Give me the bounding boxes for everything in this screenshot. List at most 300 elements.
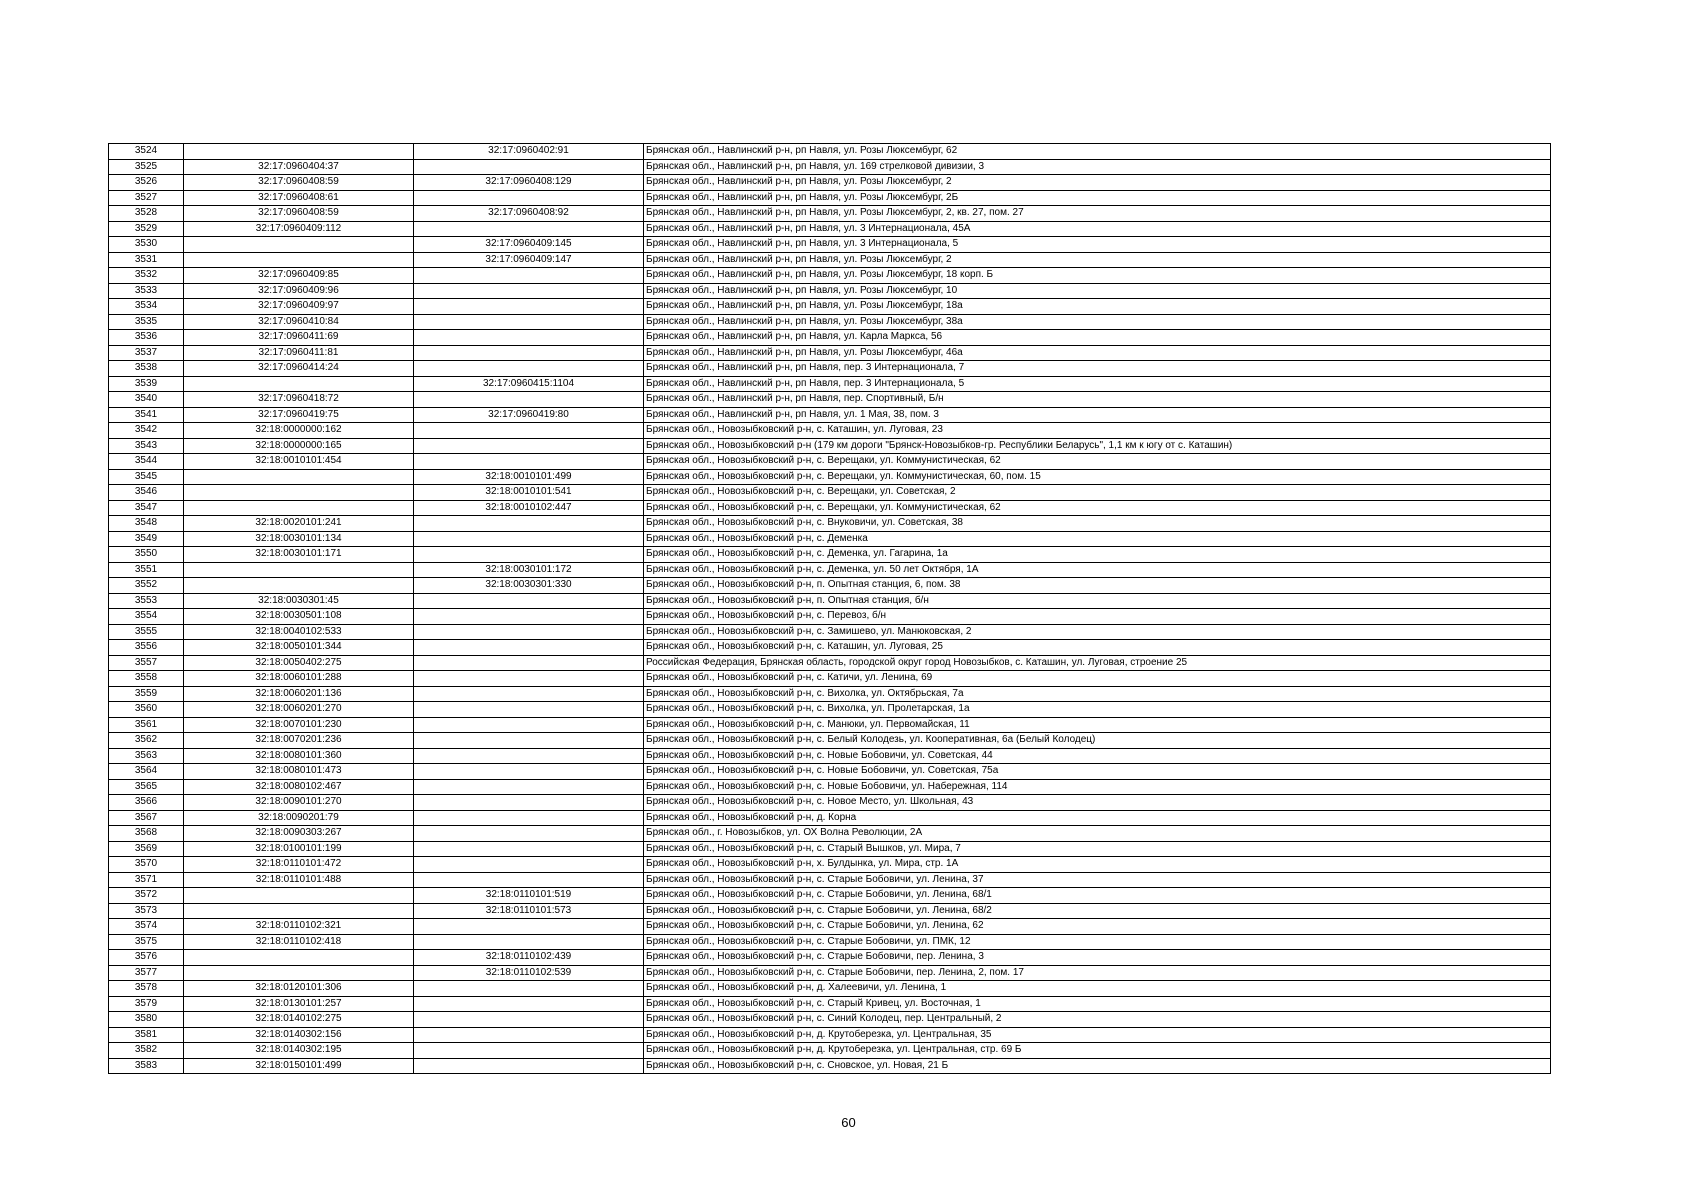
cadastral-number-secondary <box>414 190 644 206</box>
address: Брянская обл., Навлинский р-н, рп Навля, ул. Розы Люксембург, 2, кв. 27, пом. 27 <box>644 206 1551 222</box>
address: Брянская обл., Навлинский р-н, рп Навля, пер. 3 Интернационала, 5 <box>644 376 1551 392</box>
table-row <box>109 268 1551 284</box>
address: Брянская обл., Новозыбковский р-н, п. Опытная станция, 6, пом. 38 <box>644 578 1551 594</box>
cadastral-number-primary: 32:17:0960404:37 <box>184 159 414 175</box>
cadastral-number-primary: 32:18:0030101:171 <box>184 547 414 563</box>
address: Брянская обл., Новозыбковский р-н, д. Крутоберезка, ул. Центральная, стр. 69 Б <box>644 1043 1551 1059</box>
address: Брянская обл., Навлинский р-н, рп Навля, ул. Карла Маркса, 56 <box>644 330 1551 346</box>
row-number: 3554 <box>109 609 184 625</box>
address: Брянская обл., Новозыбковский р-н, с. Замишево, ул. Манюковская, 2 <box>644 624 1551 640</box>
row-number: 3535 <box>109 314 184 330</box>
cadastral-number-primary: 32:18:0000000:165 <box>184 438 414 454</box>
address: Брянская обл., Новозыбковский р-н, п. Опытная станция, б/н <box>644 593 1551 609</box>
cadastral-number-primary <box>184 144 414 160</box>
cadastral-number-secondary <box>414 438 644 454</box>
table-row <box>109 810 1551 826</box>
table-row <box>109 175 1551 191</box>
cadastral-number-primary <box>184 500 414 516</box>
cadastral-number-secondary <box>414 748 644 764</box>
row-number: 3567 <box>109 810 184 826</box>
cadastral-number-secondary <box>414 593 644 609</box>
row-number: 3563 <box>109 748 184 764</box>
page-number: 60 <box>841 1115 856 1130</box>
cadastral-number-secondary: 32:18:0110102:439 <box>414 950 644 966</box>
cadastral-number-secondary <box>414 314 644 330</box>
cadastral-number-secondary <box>414 671 644 687</box>
table-row <box>109 531 1551 547</box>
address: Брянская обл., Навлинский р-н, рп Навля, пер. 3 Интернационала, 7 <box>644 361 1551 377</box>
address: Брянская обл., Навлинский р-н, рп Навля, ул. 3 Интернационала, 5 <box>644 237 1551 253</box>
cadastral-number-secondary <box>414 1012 644 1028</box>
address: Брянская обл., Новозыбковский р-н, с. Старые Бобовичи, пер. Ленина, 3 <box>644 950 1551 966</box>
table-row <box>109 469 1551 485</box>
cadastral-number-secondary <box>414 454 644 470</box>
table-row <box>109 407 1551 423</box>
address: Брянская обл., Навлинский р-н, рп Навля, ул. Розы Люксембург, 18 корп. Б <box>644 268 1551 284</box>
cadastral-number-primary: 32:17:0960418:72 <box>184 392 414 408</box>
cadastral-number-secondary <box>414 345 644 361</box>
cadastral-table <box>108 143 1551 1074</box>
table-row <box>109 826 1551 842</box>
row-number: 3576 <box>109 950 184 966</box>
row-number: 3536 <box>109 330 184 346</box>
address: Брянская обл., Новозыбковский р-н, д. Крутоберезка, ул. Центральная, 35 <box>644 1027 1551 1043</box>
cadastral-number-secondary <box>414 361 644 377</box>
cadastral-number-primary <box>184 376 414 392</box>
table-row <box>109 144 1551 160</box>
table-row <box>109 547 1551 563</box>
row-number: 3579 <box>109 996 184 1012</box>
row-number: 3582 <box>109 1043 184 1059</box>
cadastral-number-primary: 32:18:0140102:275 <box>184 1012 414 1028</box>
cadastral-number-primary: 32:18:0110101:472 <box>184 857 414 873</box>
row-number: 3547 <box>109 500 184 516</box>
row-number: 3552 <box>109 578 184 594</box>
table-row <box>109 206 1551 222</box>
row-number: 3534 <box>109 299 184 315</box>
table-row <box>109 299 1551 315</box>
row-number: 3560 <box>109 702 184 718</box>
address: Брянская обл., Новозыбковский р-н, с. Старые Бобовичи, ул. Ленина, 68/1 <box>644 888 1551 904</box>
cadastral-number-secondary <box>414 795 644 811</box>
address: Брянская обл., Новозыбковский р-н, с. Перевоз, б/н <box>644 609 1551 625</box>
table-row <box>109 1058 1551 1074</box>
table-row <box>109 795 1551 811</box>
table-row <box>109 748 1551 764</box>
cadastral-number-primary <box>184 965 414 981</box>
cadastral-number-primary: 32:18:0100101:199 <box>184 841 414 857</box>
cadastral-number-secondary: 32:17:0960409:145 <box>414 237 644 253</box>
cadastral-number-secondary <box>414 159 644 175</box>
address: Брянская обл., Новозыбковский р-н, с. Вихолка, ул. Пролетарская, 1а <box>644 702 1551 718</box>
address: Брянская обл., Новозыбковский р-н, с. Внуковичи, ул. Советская, 38 <box>644 516 1551 532</box>
table-row <box>109 500 1551 516</box>
cadastral-number-primary: 32:17:0960411:81 <box>184 345 414 361</box>
cadastral-number-secondary: 32:18:0010101:499 <box>414 469 644 485</box>
address: Брянская обл., Новозыбковский р-н, с. Старые Бобовичи, ул. Ленина, 62 <box>644 919 1551 935</box>
row-number: 3555 <box>109 624 184 640</box>
row-number: 3551 <box>109 562 184 578</box>
cadastral-number-primary: 32:17:0960410:84 <box>184 314 414 330</box>
cadastral-number-primary: 32:17:0960411:69 <box>184 330 414 346</box>
address: Брянская обл., Новозыбковский р-н, с. Деменка, ул. Гагарина, 1а <box>644 547 1551 563</box>
address: Брянская обл., Новозыбковский р-н, х. Булдынка, ул. Мира, стр. 1А <box>644 857 1551 873</box>
cadastral-number-secondary: 32:18:0110102:539 <box>414 965 644 981</box>
address: Брянская обл., Новозыбковский р-н, д. Корна <box>644 810 1551 826</box>
cadastral-number-primary: 32:18:0070101:230 <box>184 717 414 733</box>
table-row <box>109 671 1551 687</box>
cadastral-number-secondary <box>414 1058 644 1074</box>
cadastral-number-secondary <box>414 981 644 997</box>
cadastral-number-secondary: 32:17:0960402:91 <box>414 144 644 160</box>
cadastral-number-secondary: 32:18:0010101:541 <box>414 485 644 501</box>
row-number: 3549 <box>109 531 184 547</box>
cadastral-number-primary: 32:18:0090303:267 <box>184 826 414 842</box>
cadastral-number-primary <box>184 252 414 268</box>
cadastral-number-primary: 32:18:0080102:467 <box>184 779 414 795</box>
table-row <box>109 376 1551 392</box>
cadastral-number-primary <box>184 469 414 485</box>
cadastral-number-primary: 32:18:0050101:344 <box>184 640 414 656</box>
cadastral-number-primary: 32:18:0120101:306 <box>184 981 414 997</box>
table-row <box>109 345 1551 361</box>
cadastral-number-secondary <box>414 547 644 563</box>
table-row <box>109 252 1551 268</box>
cadastral-number-secondary <box>414 919 644 935</box>
cadastral-number-secondary <box>414 609 644 625</box>
cadastral-number-secondary: 32:18:0110101:573 <box>414 903 644 919</box>
address: Брянская обл., Навлинский р-н, рп Навля, ул. Розы Люксембург, 46а <box>644 345 1551 361</box>
address: Брянская обл., Новозыбковский р-н, с. Каташин, ул. Луговая, 23 <box>644 423 1551 439</box>
row-number: 3532 <box>109 268 184 284</box>
row-number: 3573 <box>109 903 184 919</box>
cadastral-number-primary: 32:18:0020101:241 <box>184 516 414 532</box>
cadastral-number-primary <box>184 888 414 904</box>
table-body <box>109 144 1551 1074</box>
table-row <box>109 1043 1551 1059</box>
table-row <box>109 314 1551 330</box>
table-row <box>109 779 1551 795</box>
address: Брянская обл., Новозыбковский р-н, д. Халеевичи, ул. Ленина, 1 <box>644 981 1551 997</box>
address: Брянская обл., Новозыбковский р-н, с. Старый Кривец, ул. Восточная, 1 <box>644 996 1551 1012</box>
cadastral-number-secondary <box>414 702 644 718</box>
row-number: 3557 <box>109 655 184 671</box>
address: Брянская обл., Новозыбковский р-н, с. Верещаки, ул. Советская, 2 <box>644 485 1551 501</box>
table-row <box>109 330 1551 346</box>
table-row <box>109 1027 1551 1043</box>
row-number: 3569 <box>109 841 184 857</box>
cadastral-number-primary: 32:17:0960409:96 <box>184 283 414 299</box>
cadastral-number-primary: 32:18:0140302:195 <box>184 1043 414 1059</box>
row-number: 3544 <box>109 454 184 470</box>
cadastral-number-secondary <box>414 624 644 640</box>
cadastral-number-secondary: 32:18:0030301:330 <box>414 578 644 594</box>
cadastral-number-secondary <box>414 299 644 315</box>
address: Брянская обл., Новозыбковский р-н, с. Старые Бобовичи, ул. ПМК, 12 <box>644 934 1551 950</box>
cadastral-number-primary: 32:18:0060201:136 <box>184 686 414 702</box>
table-row <box>109 965 1551 981</box>
cadastral-number-primary: 32:17:0960409:97 <box>184 299 414 315</box>
row-number: 3548 <box>109 516 184 532</box>
row-number: 3529 <box>109 221 184 237</box>
table-row <box>109 996 1551 1012</box>
table-row <box>109 159 1551 175</box>
cadastral-number-secondary <box>414 841 644 857</box>
cadastral-number-secondary: 32:18:0110101:519 <box>414 888 644 904</box>
cadastral-number-secondary: 32:17:0960415:1104 <box>414 376 644 392</box>
address: Брянская обл., Навлинский р-н, рп Навля, ул. Розы Люксембург, 2 <box>644 175 1551 191</box>
table-row <box>109 283 1551 299</box>
address: Брянская обл., Навлинский р-н, рп Навля, ул. Розы Люксембург, 38а <box>644 314 1551 330</box>
table-row <box>109 516 1551 532</box>
row-number: 3583 <box>109 1058 184 1074</box>
table-row <box>109 221 1551 237</box>
cadastral-number-primary <box>184 578 414 594</box>
cadastral-number-primary: 32:17:0960408:61 <box>184 190 414 206</box>
cadastral-number-primary: 32:18:0040102:533 <box>184 624 414 640</box>
row-number: 3561 <box>109 717 184 733</box>
cadastral-number-secondary <box>414 1027 644 1043</box>
address: Брянская обл., Новозыбковский р-н, с. Новые Бобовичи, ул. Набережная, 114 <box>644 779 1551 795</box>
address: Брянская обл., Новозыбковский р-н, с. Синий Колодец, пер. Центральный, 2 <box>644 1012 1551 1028</box>
cadastral-number-secondary: 32:18:0030101:172 <box>414 562 644 578</box>
row-number: 3556 <box>109 640 184 656</box>
address: Брянская обл., Навлинский р-н, рп Навля, ул. Розы Люксембург, 2Б <box>644 190 1551 206</box>
row-number: 3546 <box>109 485 184 501</box>
cadastral-number-primary: 32:18:0070201:236 <box>184 733 414 749</box>
table-row <box>109 686 1551 702</box>
table-row <box>109 593 1551 609</box>
cadastral-number-secondary: 32:17:0960408:92 <box>414 206 644 222</box>
table-row <box>109 578 1551 594</box>
cadastral-number-secondary: 32:17:0960409:147 <box>414 252 644 268</box>
address: Брянская обл., г. Новозыбков, ул. ОХ Волна Революции, 2А <box>644 826 1551 842</box>
table-row <box>109 702 1551 718</box>
address: Брянская обл., Новозыбковский р-н, с. Новое Место, ул. Школьная, 43 <box>644 795 1551 811</box>
address: Российская Федерация, Брянская область, городской округ город Новозыбков, с. Каташин, ул. Луговая, строение 25 <box>644 655 1551 671</box>
row-number: 3526 <box>109 175 184 191</box>
cadastral-number-secondary <box>414 516 644 532</box>
address: Брянская обл., Новозыбковский р-н, с. Верещаки, ул. Коммунистическая, 62 <box>644 454 1551 470</box>
cadastral-number-secondary <box>414 640 644 656</box>
cadastral-number-secondary <box>414 872 644 888</box>
row-number: 3570 <box>109 857 184 873</box>
cadastral-number-primary: 32:18:0080101:360 <box>184 748 414 764</box>
address: Брянская обл., Новозыбковский р-н, с. Старые Бобовичи, ул. Ленина, 68/2 <box>644 903 1551 919</box>
cadastral-number-primary: 32:17:0960408:59 <box>184 206 414 222</box>
cadastral-number-secondary <box>414 826 644 842</box>
table-row <box>109 423 1551 439</box>
row-number: 3571 <box>109 872 184 888</box>
table-row <box>109 950 1551 966</box>
cadastral-number-primary: 32:17:0960409:85 <box>184 268 414 284</box>
row-number: 3566 <box>109 795 184 811</box>
address: Брянская обл., Новозыбковский р-н, с. Манюки, ул. Первомайская, 11 <box>644 717 1551 733</box>
address: Брянская обл., Новозыбковский р-н, с. Вихолка, ул. Октябрьская, 7а <box>644 686 1551 702</box>
row-number: 3538 <box>109 361 184 377</box>
row-number: 3530 <box>109 237 184 253</box>
address: Брянская обл., Новозыбковский р-н, с. Старые Бобовичи, ул. Ленина, 37 <box>644 872 1551 888</box>
cadastral-number-secondary <box>414 717 644 733</box>
cadastral-number-primary <box>184 903 414 919</box>
address: Брянская обл., Навлинский р-н, рп Навля, ул. 3 Интернационала, 45А <box>644 221 1551 237</box>
row-number: 3562 <box>109 733 184 749</box>
cadastral-number-secondary <box>414 857 644 873</box>
address: Брянская обл., Навлинский р-н, рп Навля, ул. 1 Мая, 38, пом. 3 <box>644 407 1551 423</box>
table-row <box>109 655 1551 671</box>
cadastral-number-secondary <box>414 392 644 408</box>
address: Брянская обл., Новозыбковский р-н, с. Деменка <box>644 531 1551 547</box>
cadastral-number-secondary <box>414 934 644 950</box>
address: Брянская обл., Новозыбковский р-н, с. Деменка, ул. 50 лет Октября, 1А <box>644 562 1551 578</box>
row-number: 3553 <box>109 593 184 609</box>
address: Брянская обл., Навлинский р-н, рп Навля, ул. 169 стрелковой дивизии, 3 <box>644 159 1551 175</box>
row-number: 3578 <box>109 981 184 997</box>
row-number: 3541 <box>109 407 184 423</box>
row-number: 3537 <box>109 345 184 361</box>
cadastral-number-primary: 32:18:0110102:418 <box>184 934 414 950</box>
cadastral-number-secondary <box>414 268 644 284</box>
cadastral-number-secondary <box>414 531 644 547</box>
address: Брянская обл., Новозыбковский р-н, с. Сновское, ул. Новая, 21 Б <box>644 1058 1551 1074</box>
cadastral-number-secondary <box>414 686 644 702</box>
cadastral-number-secondary <box>414 423 644 439</box>
cadastral-number-secondary <box>414 733 644 749</box>
cadastral-number-secondary: 32:17:0960419:80 <box>414 407 644 423</box>
address: Брянская обл., Новозыбковский р-н, с. Новые Бобовичи, ул. Советская, 44 <box>644 748 1551 764</box>
row-number: 3577 <box>109 965 184 981</box>
cadastral-number-primary: 32:17:0960419:75 <box>184 407 414 423</box>
cadastral-number-primary: 32:18:0010101:454 <box>184 454 414 470</box>
address: Брянская обл., Навлинский р-н, рп Навля, пер. Спортивный, Б/н <box>644 392 1551 408</box>
cadastral-number-secondary <box>414 810 644 826</box>
row-number: 3565 <box>109 779 184 795</box>
table-row <box>109 872 1551 888</box>
cadastral-number-primary: 32:17:0960408:59 <box>184 175 414 191</box>
cadastral-number-primary <box>184 562 414 578</box>
row-number: 3525 <box>109 159 184 175</box>
row-number: 3542 <box>109 423 184 439</box>
table-row <box>109 888 1551 904</box>
address: Брянская обл., Новозыбковский р-н, с. Катичи, ул. Ленина, 69 <box>644 671 1551 687</box>
table-row <box>109 981 1551 997</box>
cadastral-number-primary: 32:18:0060201:270 <box>184 702 414 718</box>
table-row <box>109 733 1551 749</box>
cadastral-number-primary <box>184 237 414 253</box>
table-row <box>109 919 1551 935</box>
table-row <box>109 562 1551 578</box>
cadastral-number-primary: 32:18:0110102:321 <box>184 919 414 935</box>
row-number: 3524 <box>109 144 184 160</box>
row-number: 3572 <box>109 888 184 904</box>
address: Брянская обл., Новозыбковский р-н, с. Каташин, ул. Луговая, 25 <box>644 640 1551 656</box>
address: Брянская обл., Новозыбковский р-н (179 км дороги "Брянск-Новозыбков-гр. Республики Беларусь", 1,1 км к югу от с. Каташин) <box>644 438 1551 454</box>
address: Брянская обл., Новозыбковский р-н, с. Верещаки, ул. Коммунистическая, 60, пом. 15 <box>644 469 1551 485</box>
cadastral-number-primary: 32:18:0090201:79 <box>184 810 414 826</box>
cadastral-number-primary: 32:18:0050402:275 <box>184 655 414 671</box>
table-row <box>109 1012 1551 1028</box>
row-number: 3545 <box>109 469 184 485</box>
row-number: 3568 <box>109 826 184 842</box>
cadastral-number-primary: 32:18:0140302:156 <box>184 1027 414 1043</box>
table-row <box>109 454 1551 470</box>
cadastral-number-primary: 32:18:0150101:499 <box>184 1058 414 1074</box>
cadastral-number-secondary <box>414 221 644 237</box>
row-number: 3580 <box>109 1012 184 1028</box>
cadastral-number-primary: 32:18:0030101:134 <box>184 531 414 547</box>
cadastral-number-secondary: 32:17:0960408:129 <box>414 175 644 191</box>
cadastral-number-secondary <box>414 779 644 795</box>
table-row <box>109 624 1551 640</box>
table-row <box>109 717 1551 733</box>
row-number: 3575 <box>109 934 184 950</box>
table-row <box>109 934 1551 950</box>
row-number: 3539 <box>109 376 184 392</box>
cadastral-number-primary: 32:18:0130101:257 <box>184 996 414 1012</box>
cadastral-number-primary: 32:18:0110101:488 <box>184 872 414 888</box>
table-row <box>109 190 1551 206</box>
cadastral-number-secondary <box>414 283 644 299</box>
cadastral-number-secondary <box>414 655 644 671</box>
table-row <box>109 640 1551 656</box>
table-row <box>109 361 1551 377</box>
cadastral-number-primary: 32:17:0960409:112 <box>184 221 414 237</box>
row-number: 3574 <box>109 919 184 935</box>
address: Брянская обл., Новозыбковский р-н, с. Белый Колодезь, ул. Кооперативная, 6а (Белый Колодец) <box>644 733 1551 749</box>
row-number: 3564 <box>109 764 184 780</box>
table-row <box>109 609 1551 625</box>
address: Брянская обл., Навлинский р-н, рп Навля, ул. Розы Люксембург, 62 <box>644 144 1551 160</box>
address: Брянская обл., Новозыбковский р-н, с. Старые Бобовичи, пер. Ленина, 2, пом. 17 <box>644 965 1551 981</box>
cadastral-number-secondary <box>414 1043 644 1059</box>
table-row <box>109 903 1551 919</box>
table-row <box>109 237 1551 253</box>
cadastral-number-primary: 32:18:0090101:270 <box>184 795 414 811</box>
table-row <box>109 764 1551 780</box>
address: Брянская обл., Навлинский р-н, рп Навля, ул. Розы Люксембург, 2 <box>644 252 1551 268</box>
table-row <box>109 841 1551 857</box>
address: Брянская обл., Навлинский р-н, рп Навля, ул. Розы Люксембург, 10 <box>644 283 1551 299</box>
address: Брянская обл., Навлинский р-н, рп Навля, ул. Розы Люксембург, 18а <box>644 299 1551 315</box>
table-row <box>109 392 1551 408</box>
cadastral-number-primary: 32:18:0080101:473 <box>184 764 414 780</box>
address: Брянская обл., Новозыбковский р-н, с. Новые Бобовичи, ул. Советская, 75а <box>644 764 1551 780</box>
table-row <box>109 485 1551 501</box>
cadastral-number-secondary <box>414 764 644 780</box>
row-number: 3543 <box>109 438 184 454</box>
cadastral-number-primary <box>184 485 414 501</box>
table-row <box>109 438 1551 454</box>
row-number: 3533 <box>109 283 184 299</box>
cadastral-number-primary: 32:17:0960414:24 <box>184 361 414 377</box>
cadastral-number-primary: 32:18:0060101:288 <box>184 671 414 687</box>
row-number: 3559 <box>109 686 184 702</box>
row-number: 3528 <box>109 206 184 222</box>
cadastral-number-secondary <box>414 996 644 1012</box>
cadastral-number-primary: 32:18:0030301:45 <box>184 593 414 609</box>
row-number: 3540 <box>109 392 184 408</box>
cadastral-number-primary: 32:18:0000000:162 <box>184 423 414 439</box>
cadastral-number-primary <box>184 950 414 966</box>
cadastral-number-secondary <box>414 330 644 346</box>
table-row <box>109 857 1551 873</box>
row-number: 3550 <box>109 547 184 563</box>
row-number: 3581 <box>109 1027 184 1043</box>
cadastral-number-primary: 32:18:0030501:108 <box>184 609 414 625</box>
address: Брянская обл., Новозыбковский р-н, с. Старый Вышков, ул. Мира, 7 <box>644 841 1551 857</box>
address: Брянская обл., Новозыбковский р-н, с. Верещаки, ул. Коммунистическая, 62 <box>644 500 1551 516</box>
cadastral-number-secondary: 32:18:0010102:447 <box>414 500 644 516</box>
